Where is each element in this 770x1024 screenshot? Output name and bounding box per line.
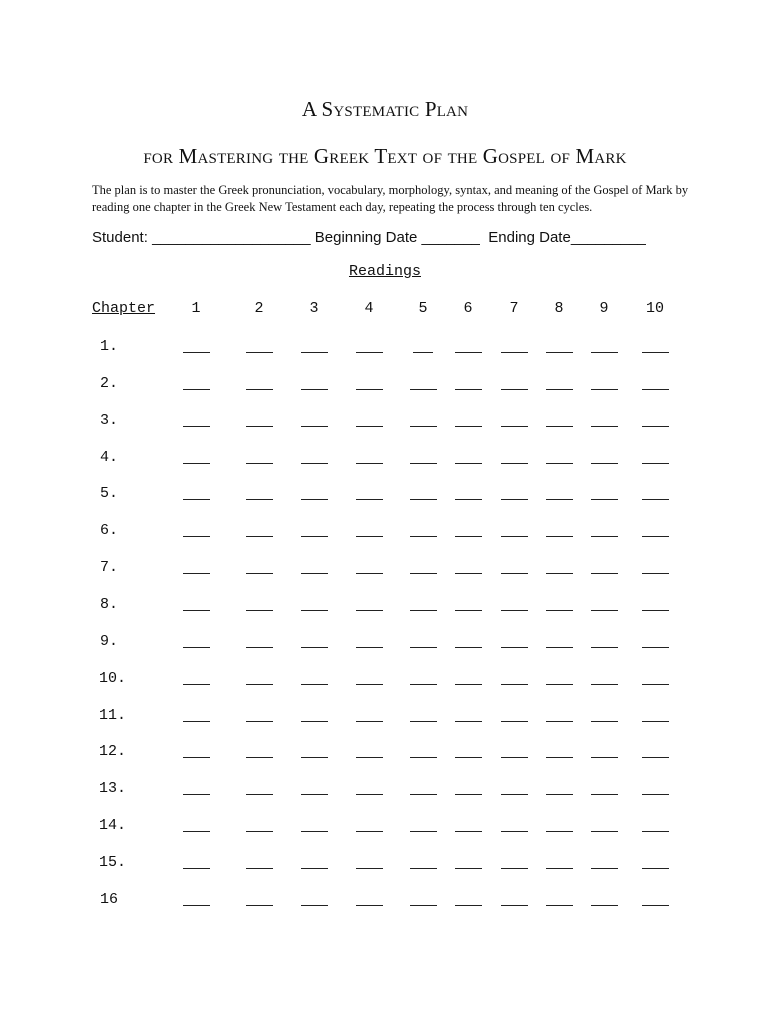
reading-checkoff-blank[interactable] xyxy=(356,647,383,648)
reading-checkoff-blank[interactable] xyxy=(301,463,328,464)
reading-checkoff-blank[interactable] xyxy=(183,463,210,464)
ending-date-field[interactable]: _________ xyxy=(570,229,646,246)
reading-checkoff-blank[interactable] xyxy=(183,426,210,427)
reading-checkoff-blank[interactable] xyxy=(591,499,618,500)
reading-checkoff-blank[interactable] xyxy=(301,573,328,574)
table-row xyxy=(0,338,770,368)
chapter-number: 5. xyxy=(100,485,119,503)
reading-checkoff-blank[interactable] xyxy=(183,684,210,685)
reading-checkoff-blank[interactable] xyxy=(642,794,669,795)
reading-checkoff-blank[interactable] xyxy=(455,352,482,353)
reading-checkoff-blank[interactable] xyxy=(591,757,618,758)
reading-checkoff-blank[interactable] xyxy=(501,499,528,500)
reading-checkoff-blank[interactable] xyxy=(642,721,669,722)
reading-checkoff-blank[interactable] xyxy=(246,536,273,537)
reading-checkoff-blank[interactable] xyxy=(546,684,573,685)
reading-checkoff-blank[interactable] xyxy=(301,610,328,611)
reading-checkoff-blank[interactable] xyxy=(501,463,528,464)
reading-checkoff-blank[interactable] xyxy=(501,905,528,906)
reading-checkoff-blank[interactable] xyxy=(410,794,437,795)
chapter-number: 7. xyxy=(100,559,119,577)
reading-checkoff-blank[interactable] xyxy=(246,647,273,648)
reading-checkoff-blank[interactable] xyxy=(591,352,618,353)
reading-checkoff-blank[interactable] xyxy=(591,721,618,722)
reading-checkoff-blank[interactable] xyxy=(410,426,437,427)
reading-checkoff-blank[interactable] xyxy=(410,647,437,648)
reading-checkoff-blank[interactable] xyxy=(246,721,273,722)
reading-checkoff-blank[interactable] xyxy=(455,721,482,722)
chapter-number: 16 xyxy=(100,890,119,908)
reading-checkoff-blank[interactable] xyxy=(183,647,210,648)
reading-checkoff-blank[interactable] xyxy=(591,905,618,906)
reading-checkoff-blank[interactable] xyxy=(455,905,482,906)
reading-checkoff-blank[interactable] xyxy=(410,389,437,390)
reading-checkoff-blank[interactable] xyxy=(301,868,328,869)
reading-checkoff-blank[interactable] xyxy=(455,831,482,832)
readings-heading: Readings xyxy=(348,263,421,280)
reading-column-header: 5 xyxy=(418,300,428,317)
reading-checkoff-blank[interactable] xyxy=(501,721,528,722)
reading-checkoff-blank[interactable] xyxy=(455,536,482,537)
reading-checkoff-blank[interactable] xyxy=(501,757,528,758)
reading-checkoff-blank[interactable] xyxy=(356,868,383,869)
reading-checkoff-blank[interactable] xyxy=(246,831,273,832)
reading-checkoff-blank[interactable] xyxy=(455,610,482,611)
page-subtitle: for Mastering the Greek Text of the Gospel of Mark xyxy=(143,144,627,168)
reading-checkoff-blank[interactable] xyxy=(642,536,669,537)
intro-paragraph: The plan is to master the Greek pronunciation, vocabulary, morphology, syntax, and meaning of the Gospel of Mark by reading one chapter in the Greek New Testament each day, repeating the process through ten cycles. xyxy=(92,183,689,214)
reading-checkoff-blank[interactable] xyxy=(501,831,528,832)
chapter-number: 14. xyxy=(99,817,127,835)
reading-column-header: 7 xyxy=(509,300,519,317)
reading-checkoff-blank[interactable] xyxy=(183,573,210,574)
chapter-number: 12. xyxy=(99,743,127,761)
chapter-number: 8. xyxy=(100,595,119,613)
reading-column-header: 4 xyxy=(364,300,374,317)
reading-checkoff-blank[interactable] xyxy=(546,536,573,537)
reading-checkoff-blank[interactable] xyxy=(410,721,437,722)
table-row xyxy=(0,412,770,442)
chapter-column-header: Chapter xyxy=(92,300,156,317)
reading-checkoff-blank[interactable] xyxy=(246,905,273,906)
reading-checkoff-blank[interactable] xyxy=(183,610,210,611)
reading-checkoff-blank[interactable] xyxy=(246,794,273,795)
reading-checkoff-blank[interactable] xyxy=(301,721,328,722)
reading-checkoff-blank[interactable] xyxy=(591,647,618,648)
reading-checkoff-blank[interactable] xyxy=(546,610,573,611)
reading-checkoff-blank[interactable] xyxy=(455,868,482,869)
reading-checkoff-blank[interactable] xyxy=(591,684,618,685)
reading-checkoff-blank[interactable] xyxy=(410,684,437,685)
reading-checkoff-blank[interactable] xyxy=(356,352,383,353)
table-row xyxy=(0,707,770,737)
reading-checkoff-blank[interactable] xyxy=(455,573,482,574)
reading-checkoff-blank[interactable] xyxy=(642,647,669,648)
table-row xyxy=(0,375,770,405)
reading-checkoff-blank[interactable] xyxy=(356,426,383,427)
reading-checkoff-blank[interactable] xyxy=(546,757,573,758)
reading-checkoff-blank[interactable] xyxy=(591,426,618,427)
reading-checkoff-blank[interactable] xyxy=(591,794,618,795)
reading-checkoff-blank[interactable] xyxy=(246,426,273,427)
reading-checkoff-blank[interactable] xyxy=(455,426,482,427)
student-fields xyxy=(92,229,646,246)
reading-checkoff-blank[interactable] xyxy=(642,757,669,758)
reading-checkoff-blank[interactable] xyxy=(410,463,437,464)
reading-checkoff-blank[interactable] xyxy=(501,868,528,869)
reading-checkoff-blank[interactable] xyxy=(546,831,573,832)
reading-checkoff-blank[interactable] xyxy=(410,610,437,611)
reading-checkoff-blank[interactable] xyxy=(642,610,669,611)
reading-checkoff-blank[interactable] xyxy=(501,684,528,685)
reading-checkoff-blank[interactable] xyxy=(301,499,328,500)
reading-checkoff-blank[interactable] xyxy=(356,610,383,611)
reading-checkoff-blank[interactable] xyxy=(591,831,618,832)
reading-checkoff-blank[interactable] xyxy=(183,794,210,795)
reading-checkoff-blank[interactable] xyxy=(501,426,528,427)
reading-checkoff-blank[interactable] xyxy=(246,389,273,390)
reading-checkoff-blank[interactable] xyxy=(301,794,328,795)
beginning-date-label: Beginning Date xyxy=(314,229,418,246)
chapter-number: 11. xyxy=(99,706,127,724)
reading-checkoff-blank[interactable] xyxy=(455,757,482,758)
reading-checkoff-blank[interactable] xyxy=(501,794,528,795)
reading-checkoff-blank[interactable] xyxy=(546,905,573,906)
reading-checkoff-blank[interactable] xyxy=(246,868,273,869)
reading-checkoff-blank[interactable] xyxy=(183,536,210,537)
chapter-number: 15. xyxy=(99,853,127,871)
reading-checkoff-blank[interactable] xyxy=(642,573,669,574)
reading-checkoff-blank[interactable] xyxy=(591,536,618,537)
reading-checkoff-blank[interactable] xyxy=(591,389,618,390)
chapter-number: 1. xyxy=(100,338,119,355)
reading-column-header: 6 xyxy=(463,300,473,317)
reading-checkoff-blank[interactable] xyxy=(455,463,482,464)
reading-checkoff-blank[interactable] xyxy=(356,536,383,537)
reading-checkoff-blank[interactable] xyxy=(642,352,669,353)
reading-checkoff-blank[interactable] xyxy=(246,573,273,574)
reading-checkoff-blank[interactable] xyxy=(501,536,528,537)
reading-checkoff-blank[interactable] xyxy=(301,831,328,832)
reading-checkoff-blank[interactable] xyxy=(183,831,210,832)
table-row xyxy=(0,891,770,921)
reading-checkoff-blank[interactable] xyxy=(356,794,383,795)
reading-checkoff-blank[interactable] xyxy=(546,794,573,795)
reading-checkoff-blank[interactable] xyxy=(642,389,669,390)
reading-checkoff-blank[interactable] xyxy=(546,499,573,500)
table-row xyxy=(0,743,770,773)
chapter-number: 4. xyxy=(100,448,119,466)
reading-checkoff-blank[interactable] xyxy=(246,684,273,685)
reading-checkoff-blank[interactable] xyxy=(301,389,328,390)
reading-checkoff-blank[interactable] xyxy=(246,352,273,353)
reading-checkoff-blank[interactable] xyxy=(356,463,383,464)
reading-checkoff-blank[interactable] xyxy=(591,868,618,869)
reading-column-header: 1 xyxy=(191,300,201,317)
reading-checkoff-blank[interactable] xyxy=(410,757,437,758)
reading-checkoff-blank[interactable] xyxy=(546,721,573,722)
reading-checkoff-blank[interactable] xyxy=(183,721,210,722)
reading-checkoff-blank[interactable] xyxy=(455,499,482,500)
reading-checkoff-blank[interactable] xyxy=(356,684,383,685)
reading-checkoff-blank[interactable] xyxy=(183,757,210,758)
chapter-number: 9. xyxy=(100,632,119,650)
reading-checkoff-blank[interactable] xyxy=(455,684,482,685)
chapter-number: 6. xyxy=(100,522,119,540)
reading-checkoff-blank[interactable] xyxy=(546,463,573,464)
reading-checkoff-blank[interactable] xyxy=(301,684,328,685)
chapter-number: 2. xyxy=(100,374,119,392)
chapter-number: 3. xyxy=(100,411,119,429)
reading-checkoff-blank[interactable] xyxy=(301,352,328,353)
table-row xyxy=(0,633,770,663)
reading-checkoff-blank[interactable] xyxy=(356,721,383,722)
beginning-date-field[interactable]: _______ xyxy=(421,229,480,246)
reading-checkoff-blank[interactable] xyxy=(301,757,328,758)
reading-checkoff-blank[interactable] xyxy=(356,389,383,390)
reading-checkoff-blank[interactable] xyxy=(410,868,437,869)
reading-checkoff-blank[interactable] xyxy=(183,868,210,869)
reading-checkoff-blank[interactable] xyxy=(501,647,528,648)
reading-checkoff-blank[interactable] xyxy=(246,463,273,464)
reading-checkoff-blank[interactable] xyxy=(301,647,328,648)
reading-checkoff-blank[interactable] xyxy=(501,352,528,353)
table-row xyxy=(0,449,770,479)
reading-checkoff-blank[interactable] xyxy=(356,905,383,906)
table-row xyxy=(0,485,770,515)
reading-column-header: 2 xyxy=(254,300,264,317)
ending-date-label: Ending Date xyxy=(488,229,571,246)
reading-column-header: 10 xyxy=(645,300,665,317)
reading-checkoff-blank[interactable] xyxy=(642,463,669,464)
reading-checkoff-blank[interactable] xyxy=(246,757,273,758)
reading-checkoff-blank[interactable] xyxy=(501,573,528,574)
reading-checkoff-blank[interactable] xyxy=(455,794,482,795)
reading-checkoff-blank[interactable] xyxy=(301,905,328,906)
reading-checkoff-blank[interactable] xyxy=(591,573,618,574)
reading-checkoff-blank[interactable] xyxy=(246,499,273,500)
reading-checkoff-blank[interactable] xyxy=(642,684,669,685)
reading-checkoff-blank[interactable] xyxy=(546,426,573,427)
table-row xyxy=(0,854,770,884)
reading-checkoff-blank[interactable] xyxy=(642,831,669,832)
reading-column-header: 3 xyxy=(309,300,319,317)
reading-checkoff-blank[interactable] xyxy=(356,757,383,758)
page-title: A Systematic Plan xyxy=(301,97,469,121)
reading-checkoff-blank[interactable] xyxy=(301,426,328,427)
reading-checkoff-blank[interactable] xyxy=(413,352,433,353)
reading-checkoff-blank[interactable] xyxy=(591,610,618,611)
table-row xyxy=(0,780,770,810)
reading-checkoff-blank[interactable] xyxy=(356,499,383,500)
chapter-number: 13. xyxy=(99,780,127,798)
reading-checkoff-blank[interactable] xyxy=(501,610,528,611)
table-row xyxy=(0,596,770,626)
reading-checkoff-blank[interactable] xyxy=(183,352,210,353)
reading-column-header: 9 xyxy=(599,300,609,317)
reading-checkoff-blank[interactable] xyxy=(410,905,437,906)
reading-checkoff-blank[interactable] xyxy=(642,905,669,906)
chapter-number: 10. xyxy=(99,669,127,687)
reading-checkoff-blank[interactable] xyxy=(591,463,618,464)
student-label: Student: xyxy=(92,229,148,246)
reading-checkoff-blank[interactable] xyxy=(246,610,273,611)
reading-checkoff-blank[interactable] xyxy=(410,831,437,832)
reading-checkoff-blank[interactable] xyxy=(642,426,669,427)
reading-checkoff-blank[interactable] xyxy=(356,831,383,832)
table-row xyxy=(0,817,770,847)
reading-checkoff-blank[interactable] xyxy=(356,573,383,574)
reading-checkoff-blank[interactable] xyxy=(642,499,669,500)
reading-checkoff-blank[interactable] xyxy=(546,868,573,869)
reading-checkoff-blank[interactable] xyxy=(410,499,437,500)
table-row xyxy=(0,522,770,552)
reading-checkoff-blank[interactable] xyxy=(501,389,528,390)
reading-checkoff-blank[interactable] xyxy=(183,499,210,500)
reading-checkoff-blank[interactable] xyxy=(546,352,573,353)
reading-checkoff-blank[interactable] xyxy=(455,389,482,390)
table-row xyxy=(0,559,770,589)
reading-checkoff-blank[interactable] xyxy=(301,536,328,537)
reading-column-header: 8 xyxy=(554,300,564,317)
reading-checkoff-blank[interactable] xyxy=(183,905,210,906)
reading-checkoff-blank[interactable] xyxy=(546,647,573,648)
reading-checkoff-blank[interactable] xyxy=(546,573,573,574)
reading-checkoff-blank[interactable] xyxy=(183,389,210,390)
reading-checkoff-blank[interactable] xyxy=(410,573,437,574)
reading-checkoff-blank[interactable] xyxy=(455,647,482,648)
student-field[interactable]: ___________________ xyxy=(152,229,311,246)
reading-checkoff-blank[interactable] xyxy=(642,868,669,869)
reading-checkoff-blank[interactable] xyxy=(546,389,573,390)
table-row xyxy=(0,670,770,700)
reading-checkoff-blank[interactable] xyxy=(410,536,437,537)
